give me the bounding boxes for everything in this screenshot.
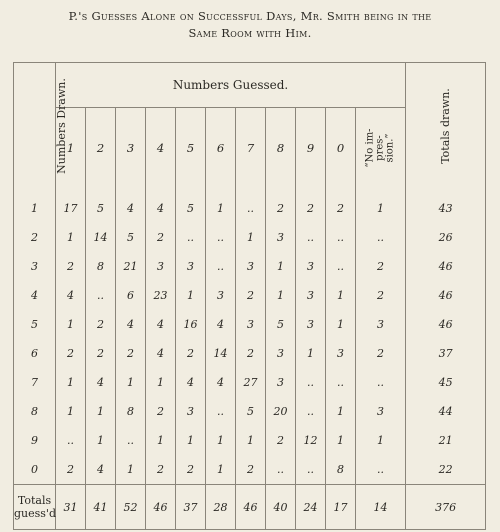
- table-row: [14, 310, 486, 339]
- table-cell: ..: [116, 426, 146, 455]
- row-total: 44: [406, 397, 486, 426]
- table-cell: 4: [146, 339, 176, 368]
- table-row: [14, 281, 486, 310]
- table-cell: 17: [56, 194, 86, 223]
- guessed-col-header: 6: [206, 108, 236, 189]
- noimp-label-line: pres-: [374, 135, 386, 161]
- table-cell: ..: [86, 281, 116, 310]
- numbers-guessed-header: Numbers Guessed.: [56, 63, 406, 108]
- table-cell: 2: [176, 455, 206, 485]
- table-cell: 2: [266, 426, 296, 455]
- table-cell: 1: [266, 281, 296, 310]
- table-cell: 3: [296, 281, 326, 310]
- row-total: 21: [406, 426, 486, 455]
- total-guessed-cell: 37: [176, 485, 206, 530]
- table-cell: 3: [206, 281, 236, 310]
- table-cell: 1: [146, 368, 176, 397]
- table-cell: 3: [266, 368, 296, 397]
- table-cell: 8: [116, 397, 146, 426]
- total-guessed-cell: 40: [266, 485, 296, 530]
- drawn-number: 1: [14, 194, 56, 223]
- table-cell: 1: [326, 310, 356, 339]
- table-cell: 1: [146, 426, 176, 455]
- guessed-col-header: 1: [56, 108, 86, 189]
- table-cell: 3: [296, 310, 326, 339]
- table-cell: ..: [296, 455, 326, 485]
- table-cell: 16: [176, 310, 206, 339]
- table-cell: 3: [176, 252, 206, 281]
- drawn-number: 9: [14, 426, 56, 455]
- table-cell: 1: [56, 310, 86, 339]
- total-guessed-cell: 28: [206, 485, 236, 530]
- table-cell: 23: [146, 281, 176, 310]
- table-cell: 3: [266, 339, 296, 368]
- table-cell: 2: [56, 252, 86, 281]
- table-cell: 5: [86, 194, 116, 223]
- table-cell: 2: [86, 339, 116, 368]
- table-cell: 8: [326, 455, 356, 485]
- drawn-number: 8: [14, 397, 56, 426]
- table-cell: 4: [116, 310, 146, 339]
- table-cell: 1: [356, 194, 406, 223]
- totals-drawn-header: Totals drawn.: [406, 63, 486, 189]
- row-total: 46: [406, 252, 486, 281]
- table-cell: 6: [116, 281, 146, 310]
- table-cell: 4: [146, 310, 176, 339]
- table-row: [14, 397, 486, 426]
- table-row: [14, 455, 486, 485]
- table-cell: 3: [236, 310, 266, 339]
- numbers-drawn-header: Numbers Drawn.: [14, 63, 56, 189]
- table-cell: 2: [356, 252, 406, 281]
- totals-guessed-label: Totals guess'd: [14, 485, 56, 530]
- row-total: 37: [406, 339, 486, 368]
- table-cell: 3: [356, 397, 406, 426]
- table-cell: ..: [236, 194, 266, 223]
- drawn-number: 4: [14, 281, 56, 310]
- drawn-number: 6: [14, 339, 56, 368]
- guessed-col-header: 5: [176, 108, 206, 189]
- table-cell: 2: [146, 223, 176, 252]
- table-cell: 3: [146, 252, 176, 281]
- total-guessed-cell: 17: [326, 485, 356, 530]
- table-cell: 2: [356, 281, 406, 310]
- table-cell: 2: [326, 194, 356, 223]
- drawn-number: 2: [14, 223, 56, 252]
- table-cell: 1: [86, 426, 116, 455]
- guessed-col-header: 3: [116, 108, 146, 189]
- totals-guessed-row: [14, 485, 486, 530]
- table-cell: 1: [176, 426, 206, 455]
- table-cell: 1: [266, 252, 296, 281]
- table-cell: 1: [326, 397, 356, 426]
- table-cell: ..: [296, 397, 326, 426]
- table-cell: 2: [116, 339, 146, 368]
- table-row: [14, 194, 486, 223]
- table-row: [14, 252, 486, 281]
- table-cell: 27: [236, 368, 266, 397]
- table-cell: 4: [206, 368, 236, 397]
- table-cell: 1: [206, 426, 236, 455]
- table-cell: ..: [56, 426, 86, 455]
- guessed-col-header: 9: [296, 108, 326, 189]
- row-total: 45: [406, 368, 486, 397]
- table-cell: 1: [326, 281, 356, 310]
- table-cell: 4: [56, 281, 86, 310]
- total-guessed-cell: 41: [86, 485, 116, 530]
- table-row: [14, 339, 486, 368]
- row-total: 46: [406, 281, 486, 310]
- drawn-number: 0: [14, 455, 56, 485]
- table-cell: ..: [296, 368, 326, 397]
- table-cell: 1: [236, 426, 266, 455]
- guessed-col-header: 4: [146, 108, 176, 189]
- table-cell: ..: [326, 368, 356, 397]
- row-total: 22: [406, 455, 486, 485]
- table-cell: 1: [356, 426, 406, 455]
- table-cell: 2: [146, 397, 176, 426]
- table-cell: 1: [206, 455, 236, 485]
- table-cell: 1: [206, 194, 236, 223]
- drawn-number: 5: [14, 310, 56, 339]
- table-cell: 5: [266, 310, 296, 339]
- drawn-number: 3: [14, 252, 56, 281]
- total-guessed-cell: 46: [146, 485, 176, 530]
- table-cell: 2: [296, 194, 326, 223]
- table-cell: ..: [326, 223, 356, 252]
- grand-total: 376: [406, 485, 486, 530]
- table-cell: ..: [266, 455, 296, 485]
- table-cell: 1: [116, 455, 146, 485]
- table-row: [14, 368, 486, 397]
- table-cell: ..: [356, 223, 406, 252]
- table-cell: 5: [236, 397, 266, 426]
- table-title: [0, 8, 500, 42]
- table-cell: 3: [176, 397, 206, 426]
- total-guessed-cell: 52: [116, 485, 146, 530]
- total-guessed-cell: 46: [236, 485, 266, 530]
- table-cell: 2: [356, 339, 406, 368]
- table-cell: 4: [146, 194, 176, 223]
- guessed-col-header: 7: [236, 108, 266, 189]
- table-cell: 1: [296, 339, 326, 368]
- table-cell: 3: [326, 339, 356, 368]
- noimp-label-line: “No im-: [364, 128, 376, 168]
- table-cell: 2: [266, 194, 296, 223]
- table-cell: 14: [206, 339, 236, 368]
- table-cell: 2: [86, 310, 116, 339]
- table-cell: 2: [236, 339, 266, 368]
- table-cell: 3: [296, 252, 326, 281]
- table-cell: 4: [116, 194, 146, 223]
- table-cell: 4: [206, 310, 236, 339]
- table-cell: 4: [176, 368, 206, 397]
- table-cell: ..: [206, 223, 236, 252]
- table-cell: 2: [56, 455, 86, 485]
- table-cell: 20: [266, 397, 296, 426]
- table-cell: 2: [56, 339, 86, 368]
- guessed-col-header: 8: [266, 108, 296, 189]
- table-cell: 1: [326, 426, 356, 455]
- noimp-label-line: sion.”: [384, 133, 396, 163]
- table-cell: 4: [86, 368, 116, 397]
- table-cell: 5: [116, 223, 146, 252]
- table-cell: 2: [176, 339, 206, 368]
- table-cell: 4: [86, 455, 116, 485]
- table-cell: 5: [176, 194, 206, 223]
- table-cell: 1: [86, 397, 116, 426]
- table-cell: ..: [206, 397, 236, 426]
- row-total: 26: [406, 223, 486, 252]
- table-cell: 1: [116, 368, 146, 397]
- table-cell: 1: [56, 223, 86, 252]
- table-cell: 14: [86, 223, 116, 252]
- table-cell: 3: [266, 223, 296, 252]
- table-cell: 1: [56, 368, 86, 397]
- noimp-header: [356, 108, 406, 189]
- row-total: 43: [406, 194, 486, 223]
- table-cell: 12: [296, 426, 326, 455]
- table-row: [14, 223, 486, 252]
- table-cell: ..: [206, 252, 236, 281]
- title-line-1: P.'s Guesses Alone on Successful Days, Mr. Smith being in the: [68, 9, 432, 23]
- table-cell: 2: [146, 455, 176, 485]
- table-row: [14, 426, 486, 455]
- total-guessed-cell: 31: [56, 485, 86, 530]
- total-guessed-cell: 14: [356, 485, 406, 530]
- table-cell: ..: [176, 223, 206, 252]
- title-line-2: Same Room with Him.: [188, 26, 312, 40]
- total-guessed-cell: 24: [296, 485, 326, 530]
- table-cell: ..: [296, 223, 326, 252]
- table-cell: 2: [236, 281, 266, 310]
- table-cell: 21: [116, 252, 146, 281]
- table-cell: ..: [326, 252, 356, 281]
- table-cell: 3: [356, 310, 406, 339]
- table-cell: ..: [356, 368, 406, 397]
- guessed-col-header: 2: [86, 108, 116, 189]
- table-cell: 1: [236, 223, 266, 252]
- guesses-table: [13, 62, 486, 530]
- table-cell: 3: [236, 252, 266, 281]
- table-cell: 1: [176, 281, 206, 310]
- drawn-number: 7: [14, 368, 56, 397]
- table-cell: ..: [356, 455, 406, 485]
- guessed-col-header: 0: [326, 108, 356, 189]
- table-cell: 1: [56, 397, 86, 426]
- row-total: 46: [406, 310, 486, 339]
- table-cell: 8: [86, 252, 116, 281]
- table-cell: 2: [236, 455, 266, 485]
